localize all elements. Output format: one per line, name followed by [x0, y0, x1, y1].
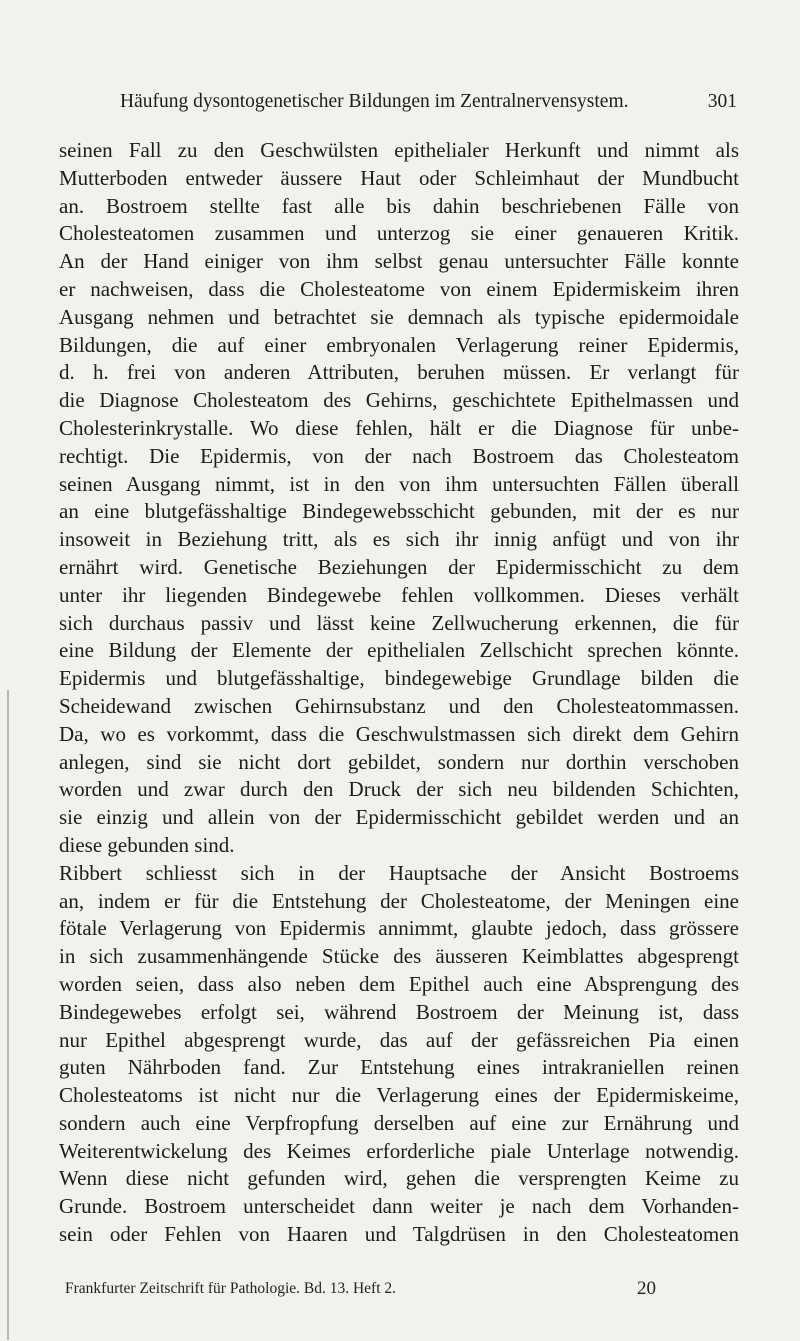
text-line: Cholesteatomen zusammen und unterzog sie einer genaueren Kritik.: [59, 221, 739, 246]
page-edge-shadow: [7, 690, 9, 1340]
text-line: sich durchaus passiv und lässt keine Zellwucherung erkennen, die für: [59, 610, 739, 635]
text-line: guten Nährboden fand. Zur Entstehung eines intrakraniellen reinen: [59, 1055, 739, 1080]
text-line: Mutterboden entweder äussere Haut oder Schleimhaut der Mundbucht: [59, 165, 739, 190]
text-line: worden und zwar durch den Druck der sich neu bildenden Schichten,: [59, 777, 739, 802]
text-line: Weiterentwickelung des Keimes erforderliche piale Unterlage notwendig.: [59, 1138, 739, 1163]
running-header: [120, 91, 737, 115]
text-line: rechtigt. Die Epidermis, von der nach Bostroem das Cholesteatom: [59, 443, 739, 468]
text-line: Ribbert schliesst sich in der Hauptsache der Ansicht Bostroems: [59, 860, 739, 885]
text-line: unter ihr liegenden Bindegewebe fehlen vollkommen. Dieses verhält: [59, 582, 739, 607]
text-line: die Diagnose Cholesteatom des Gehirns, geschichtete Epithelmassen und: [59, 388, 739, 413]
text-line: d. h. frei von anderen Attributen, beruhen müssen. Er verlangt für: [59, 360, 739, 385]
text-line: Wenn diese nicht gefunden wird, gehen die versprengten Keime zu: [59, 1166, 739, 1191]
text-line: nur Epithel abgesprengt wurde, das auf der gefässreichen Pia einen: [59, 1027, 739, 1052]
text-line: Ausgang nehmen und betrachtet sie demnach als typische epidermoidale: [59, 304, 739, 329]
text-line: Cholesterinkrystalle. Wo diese fehlen, hält er die Diagnose für unbe-: [59, 415, 739, 440]
text-line: worden seien, dass also neben dem Epithel auch eine Absprengung des: [59, 971, 739, 996]
text-line: er nachweisen, dass die Cholesteatome von einem Epidermiskeim ihren: [59, 276, 739, 301]
text-line: diese gebunden sind.: [59, 832, 235, 857]
journal-footnote: Frankfurter Zeitschrift für Pathologie. Bd. 13. Heft 2.: [65, 1280, 397, 1297]
text-line: sein oder Fehlen von Haaren und Talgdrüsen in den Cholesteatomen: [59, 1222, 739, 1247]
text-line: Scheidewand zwischen Gehirnsubstanz und den Cholesteatommassen.: [59, 693, 739, 718]
text-line: Grunde. Bostroem unterscheidet dann weiter je nach dem Vorhanden-: [59, 1194, 739, 1219]
text-line: sondern auch eine Verpfropfung derselben auf eine zur Ernährung und: [59, 1110, 739, 1135]
text-line: Epidermis und blutgefässhaltige, bindegewebige Grundlage bilden die: [59, 666, 739, 691]
text-line: in sich zusammenhängende Stücke des äusseren Keimblattes abgesprengt: [59, 944, 739, 969]
text-line: sie einzig und allein von der Epidermisschicht gebildet werden und an: [59, 805, 739, 830]
text-line: an eine blutgefässhaltige Bindegewebsschicht gebunden, mit der es nur: [59, 499, 739, 524]
text-line: insoweit in Beziehung tritt, als es sich ihr innig anfügt und von ihr: [59, 527, 739, 552]
text-line: fötale Verlagerung von Epidermis annimmt, glaubte jedoch, dass grössere: [59, 916, 739, 941]
text-line: eine Bildung der Elemente der epithelialen Zellschicht sprechen könnte.: [59, 638, 739, 663]
text-line: Bindegewebes erfolgt sei, während Bostroem der Meinung ist, dass: [59, 999, 739, 1024]
body-text: [59, 137, 739, 1249]
text-line: ernährt wird. Genetische Beziehungen der Epidermisschicht zu dem: [59, 554, 739, 579]
text-line: anlegen, sind sie nicht dort gebildet, sondern nur dorthin verschoben: [59, 749, 739, 774]
running-title: Häufung dysontogenetischer Bildungen im Zentralnervensystem.: [120, 91, 629, 112]
page-number: 301: [707, 91, 737, 112]
text-line: seinen Ausgang nimmt, ist in den von ihm untersuchten Fällen überall: [59, 471, 739, 496]
text-line: Bildungen, die auf einer embryonalen Verlagerung reiner Epidermis,: [59, 332, 739, 357]
text-line: Da, wo es vorkommt, dass die Geschwulstmassen sich direkt dem Gehirn: [59, 721, 739, 746]
signature-mark: 20: [637, 1278, 656, 1299]
text-line: an, indem er für die Entstehung der Cholesteatome, der Meningen eine: [59, 888, 739, 913]
text-line: seinen Fall zu den Geschwülsten epithelialer Herkunft und nimmt als: [59, 138, 739, 162]
text-line: Cholesteatoms ist nicht nur die Verlagerung eines der Epidermiskeime,: [59, 1083, 739, 1108]
text-line: An der Hand einiger von ihm selbst genau untersuchter Fälle konnte: [59, 249, 739, 274]
text-line: an. Bostroem stellte fast alle bis dahin beschriebenen Fälle von: [59, 193, 739, 218]
